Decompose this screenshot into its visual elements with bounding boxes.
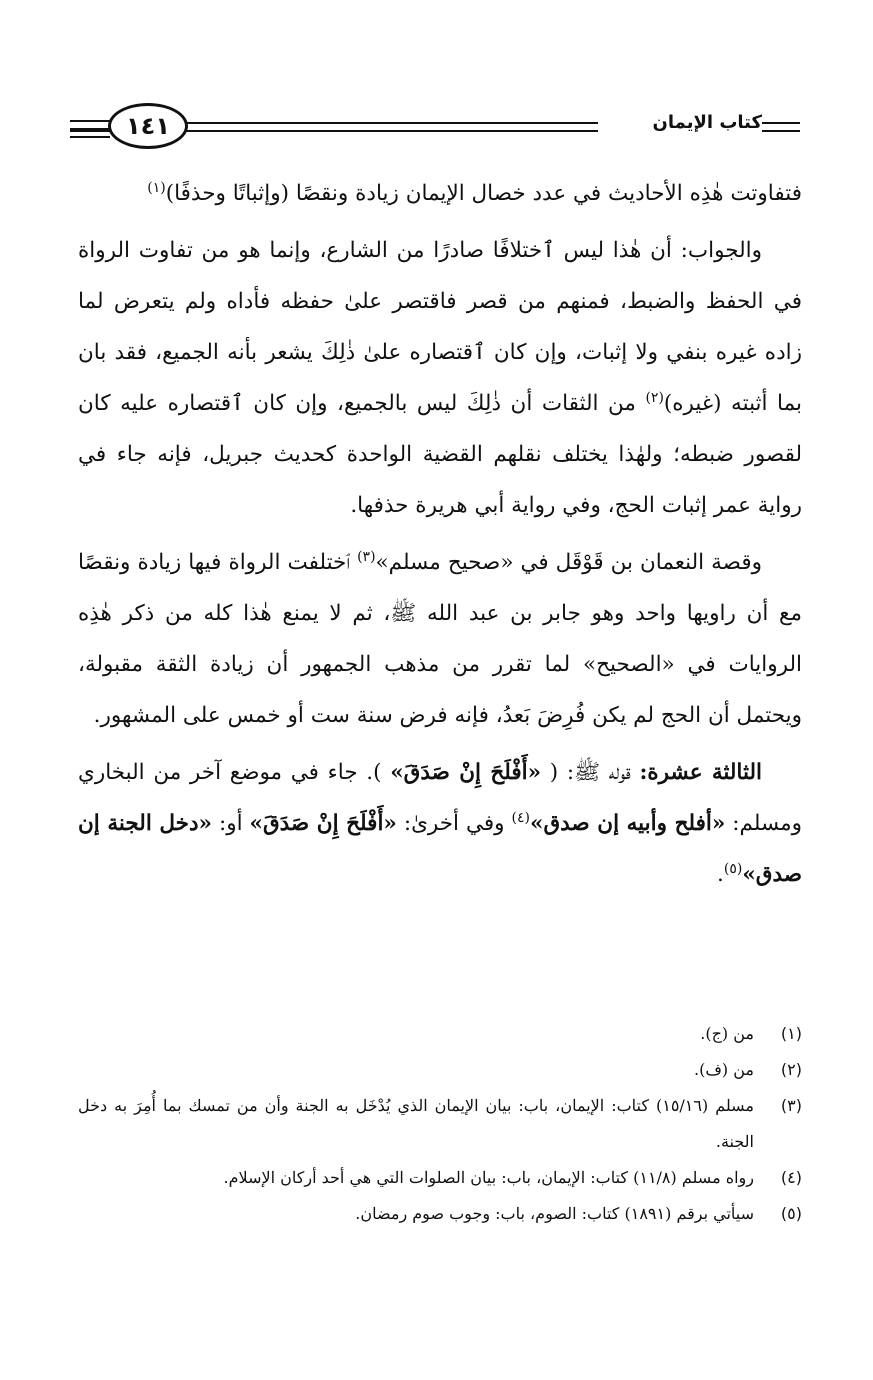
- footnote-number: (١): [780, 1024, 802, 1043]
- header-rule-middle: [186, 122, 598, 124]
- header-rule-right: [762, 122, 800, 124]
- footnote-1: [78, 1016, 802, 1052]
- footnote-number: (٤): [780, 1168, 802, 1187]
- page-number: ١٤١: [108, 103, 188, 149]
- hadith-quote: «أَفْلَحَ إِنْ صَدَقَ»: [390, 760, 542, 785]
- footnote-ref-3: (٣): [357, 548, 376, 565]
- footnote-4: [78, 1160, 802, 1196]
- footnote-ref-2: (٢): [645, 389, 664, 406]
- footnote-text: من (ج).: [700, 1024, 754, 1043]
- footnote-number: (٢): [780, 1060, 802, 1079]
- paragraph-4: [78, 747, 802, 900]
- footnote-3: [78, 1088, 802, 1160]
- header-rule-left: [70, 136, 110, 138]
- hadith-quote: «دخل الجنة إن صدق»: [78, 811, 802, 887]
- footnote-5: [78, 1196, 802, 1232]
- hadith-quote: «أفلح وأبيه إن صدق»: [530, 811, 726, 836]
- header-rule-middle: [186, 130, 598, 132]
- header-rule-left: [70, 120, 110, 122]
- footnotes: [78, 1016, 802, 1232]
- main-text: [78, 168, 802, 906]
- paragraph-text: وقصة النعمان بن قَوْقَل في «صحيح مسلم»: [375, 550, 762, 575]
- running-title: كتاب الإيمان: [652, 112, 762, 133]
- paragraph-text: أو:: [218, 811, 243, 836]
- paragraph-text: قوله ﷺ: (: [549, 760, 631, 785]
- footnote-ref-5: (٥): [723, 860, 743, 877]
- footnote-text: مسلم (١٥/١٦) كتاب: الإيمان، باب: بيان الإيمان الذي يُدْخَل به الجنة وأن من تمسك بما أُمِرَ به دخل الجنة.: [78, 1096, 754, 1151]
- hadith-quote: «أَفْلَحَ إِنْ صَدَقَ»: [249, 811, 397, 836]
- paragraph-text: من الثقات أن ذٰلِكَ ليس بالجميع، وإن كان ٱقتصاره عليه كان لقصور ضبطه؛ ولهٰذا يختلف نقلهم القضية الواحدة كحديث جبريل، فإنه جاء في رواية عمر إثبات الحج، وفي رواية أبي هريرة حذفها.: [78, 391, 802, 518]
- footnote-text: سيأتي برقم (١٨٩١) كتاب: الصوم، باب: وجوب صوم رمضان.: [355, 1204, 754, 1223]
- footnote-number: (٥): [780, 1204, 802, 1223]
- footnote-number: (٣): [780, 1096, 802, 1115]
- footnote-ref-4: (٤): [511, 809, 531, 826]
- paragraph-2: [78, 225, 802, 531]
- page-header: [70, 100, 800, 156]
- paragraph-text: ). جاء في موضع آخر من البخاري ومسلم:: [78, 760, 803, 836]
- paragraph-3: [78, 537, 802, 741]
- footnote-text: رواه مسلم (١١/٨) كتاب: الإيمان، باب: بيان الصلوات التي هي أحد أركان الإسلام.: [223, 1168, 754, 1187]
- paragraph-text: والجواب: أن هٰذا ليس ٱختلافًا صادرًا من الشارع، وإنما هو من تفاوت الرواة في الحفظ والضبط، فمنهم من قصر فاقتصر علىٰ حفظه فأداه ولم يتعرض لما زاده غيره بنفي ولا إثبات، وإن كان ٱقتصاره علىٰ ذٰلِكَ يشعر بأنه الجميع، فقد بان بما أثبته (غيره): [78, 238, 802, 416]
- footnote-2: [78, 1052, 802, 1088]
- footnote-ref-1: (١): [147, 179, 166, 196]
- section-lead: الثالثة عشرة:: [639, 760, 762, 785]
- paragraph-text: وفي أخرىٰ:: [403, 811, 505, 836]
- header-rule-left: [70, 128, 110, 132]
- paragraph-text: فتفاوتت هٰذِه الأحاديث في عدد خصال الإيمان زيادة ونقصًا (وإثباتًا وحذفًا): [165, 181, 802, 206]
- header-rule-right: [762, 130, 800, 132]
- paragraph-text: ٱختلفت الرواة فيها زيادة ونقصًا مع أن راويها واحد وهو جابر بن عبد الله ﷺ، ثم لا يمنع هٰذا كله من ذكر هٰذِه الروايات في «الصحيح» لما تقرر من مذهب الجمهور أن زيادة الثقة مقبولة، ويحتمل أن الحج لم يكن فُرِضَ بَعدُ، فإنه فرض سنة ست أو خمس على المشهور.: [78, 550, 802, 728]
- paragraph-1: [78, 168, 802, 219]
- footnote-text: من (ف).: [694, 1060, 754, 1079]
- paragraph-end: .: [717, 862, 724, 887]
